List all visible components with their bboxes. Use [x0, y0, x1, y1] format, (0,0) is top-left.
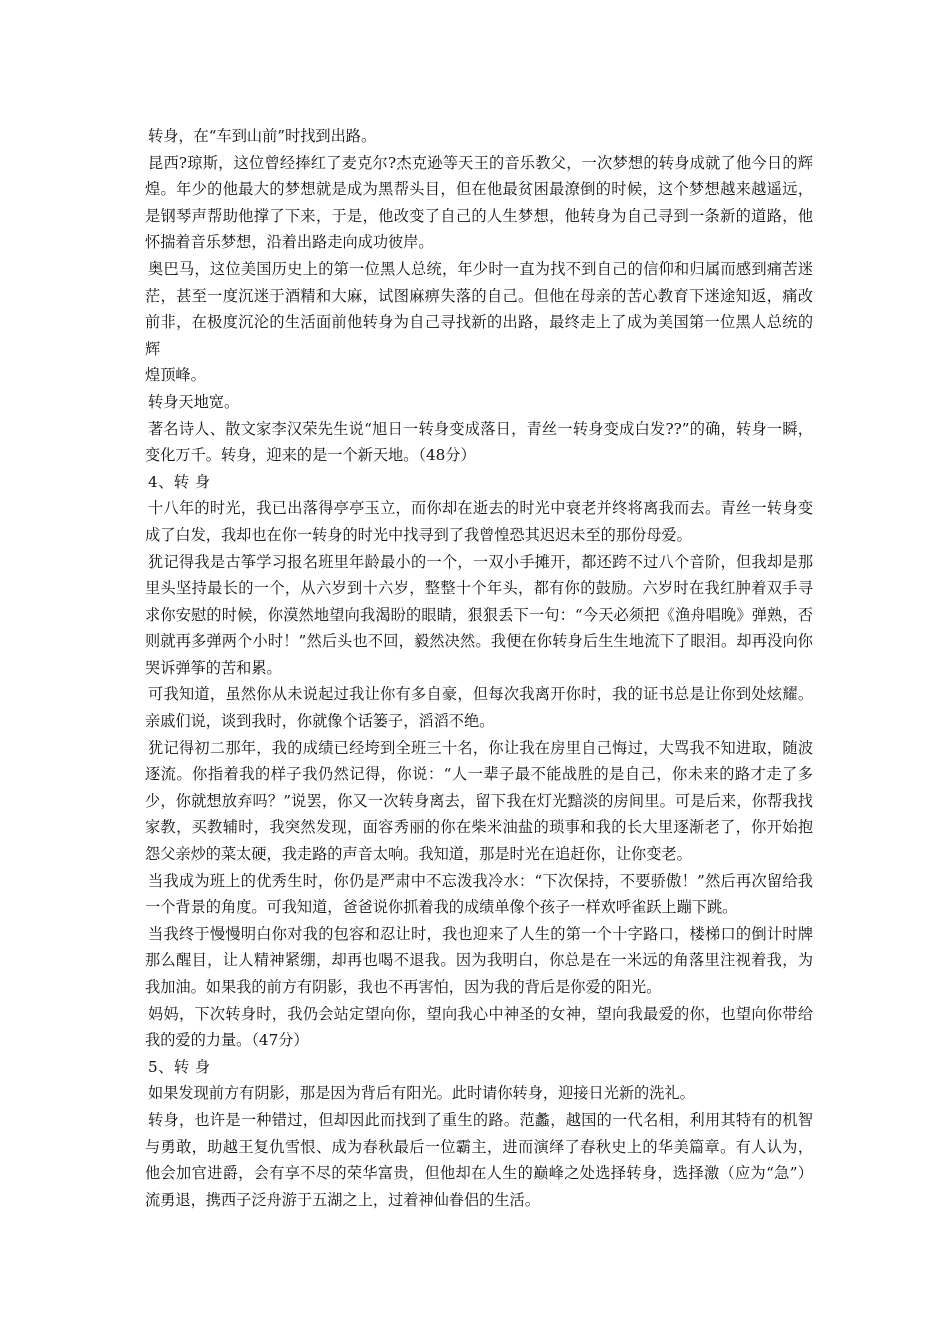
- section-heading: 4、转 身: [148, 472, 211, 491]
- paragraph: 著名诗人、散文家李汉荣先生说“旭日一转身变成落日，青丝一转身变成白发??”的确，转身一瞬，变化万千。转身，迎来的是一个新天地。（48分）: [145, 419, 813, 465]
- paragraph: 如果发现前方有阴影，那是因为背后有阳光。此时请你转身，迎接日光新的洗礼。: [148, 1084, 695, 1103]
- document-body: [145, 123, 813, 1213]
- paragraph: 转身天地宽。: [148, 392, 240, 411]
- paragraph: 奥巴马，这位美国历史上的第一位黑人总统，年少时一直为找不到自己的信仰和归属而感到痛苦迷茫，甚至一度沉迷于酒精和大麻，试图麻痹失落的自己。但他在母亲的苦心教育下迷途知返，痛改前非，在极度沉沦的生活面前他转身为自己寻找新的出路，最终走上了成为美国第一位黑人总统的辉: [145, 259, 813, 358]
- paragraph: 妈妈，下次转身时，我仍会站定望向你，望向我心中神圣的女神，望向我最爱的你，也望向你带给我的爱的力量。（47分）: [145, 1004, 813, 1050]
- paragraph: 转身，在“车到山前”时找到出路。: [148, 127, 377, 145]
- paragraph: 十八年的时光，我已出落得亭亭玉立，而你却在逝去的时光中衰老并终将离我而去。青丝一转身变成了白发，我却也在你一转身的时光中找寻到了我曾惶恐其迟迟未至的那份母爱。: [145, 499, 813, 544]
- paragraph: 煌顶峰。: [145, 366, 206, 385]
- paragraph: 昆西?琼斯，这位曾经捧红了麦克尔?杰克逊等天王的音乐教父，一次梦想的转身成就了他今日的辉煌。年少的他最大的梦想就是成为黑帮头目，但在他最贫困最潦倒的时候，这个梦想越来越遥远，是钢琴声帮助他撑了下来，于是，他改变了自己的人生梦想，他转身为自己寻到一条新的道路，他怀揣着音乐梦想，沿着出路走向成功彼岸。: [145, 153, 813, 252]
- paragraph: 当我终于慢慢明白你对我的包容和忍让时，我也迎来了人生的第一个十字路口，楼梯口的倒计时牌那么醒目，让人精神紧绷，却再也喝不退我。因为我明白，你总是在一米远的角落里注视着我，为我加油。如果我的前方有阴影，我也不再害怕，因为我的背后是你爱的阳光。: [145, 924, 813, 996]
- paragraph: 当我成为班上的优秀生时，你仍是严肃中不忘泼我冷水：“下次保持，不要骄傲！”然后再次留给我一个背景的角度。可我知道，爸爸说你抓着我的成绩单像个孩子一样欢呼雀跃上蹦下跳。: [145, 871, 813, 917]
- paragraph: 犹记得初二那年，我的成绩已经垮到全班三十名，你让我在房里自己悔过，大骂我不知进取，随波逐流。你指着我的样子我仍然记得，你说：“人一辈子最不能战胜的是自己，你未来的路才走了多少，你就想放弃吗？”说罢，你又一次转身离去，留下我在灯光黯淡的房间里。可是后来，你帮我找家教，买教辅时，我突然发现，面容秀丽的你在柴米油盐的琐事和我的长大里逐渐老了，你开始抱怨父亲炒的菜太硬，我走路的声音太响。我知道，那是时光在追赶你，让你变老。: [145, 738, 813, 864]
- paragraph: 犹记得我是古筝学习报名班里年龄最小的一个，一双小手摊开，都还跨不过八个音阶，但我却是那里头坚持最长的一个，从六岁到十六岁，整整十个年头，都有你的鼓励。六岁时在我红肿着双手寻求你安慰的时候，你漠然地望向我渴盼的眼睛，狠狠丢下一句：“今天必须把《渔舟唱晚》弹熟，否则就再多弹两个小时！”然后头也不回，毅然决然。我便在你转身后生生地流下了眼泪。却再没向你哭诉弹筝的苦和累。: [145, 552, 813, 677]
- paragraph: 转身，也许是一种错过，但却因此而找到了重生的路。范蠡，越国的一代名相，利用其特有的机智与勇敢，助越王复仇雪恨、成为春秋最后一位霸主，进而演绎了春秋史上的华美篇章。有人认为，他会加官进爵，会有享不尽的荣华富贵，但他却在人生的巅峰之处选择转身，选择激（应为“急”）流勇退，携西子泛舟游于五湖之上，过着神仙眷侣的生活。: [145, 1110, 813, 1209]
- section-heading: 5、转 身: [148, 1057, 211, 1076]
- paragraph: 可我知道，虽然你从未说起过我让你有多自豪，但每次我离开你时，我的证书总是让你到处炫耀。亲戚们说，谈到我时，你就像个话篓子，滔滔不绝。: [145, 685, 813, 731]
